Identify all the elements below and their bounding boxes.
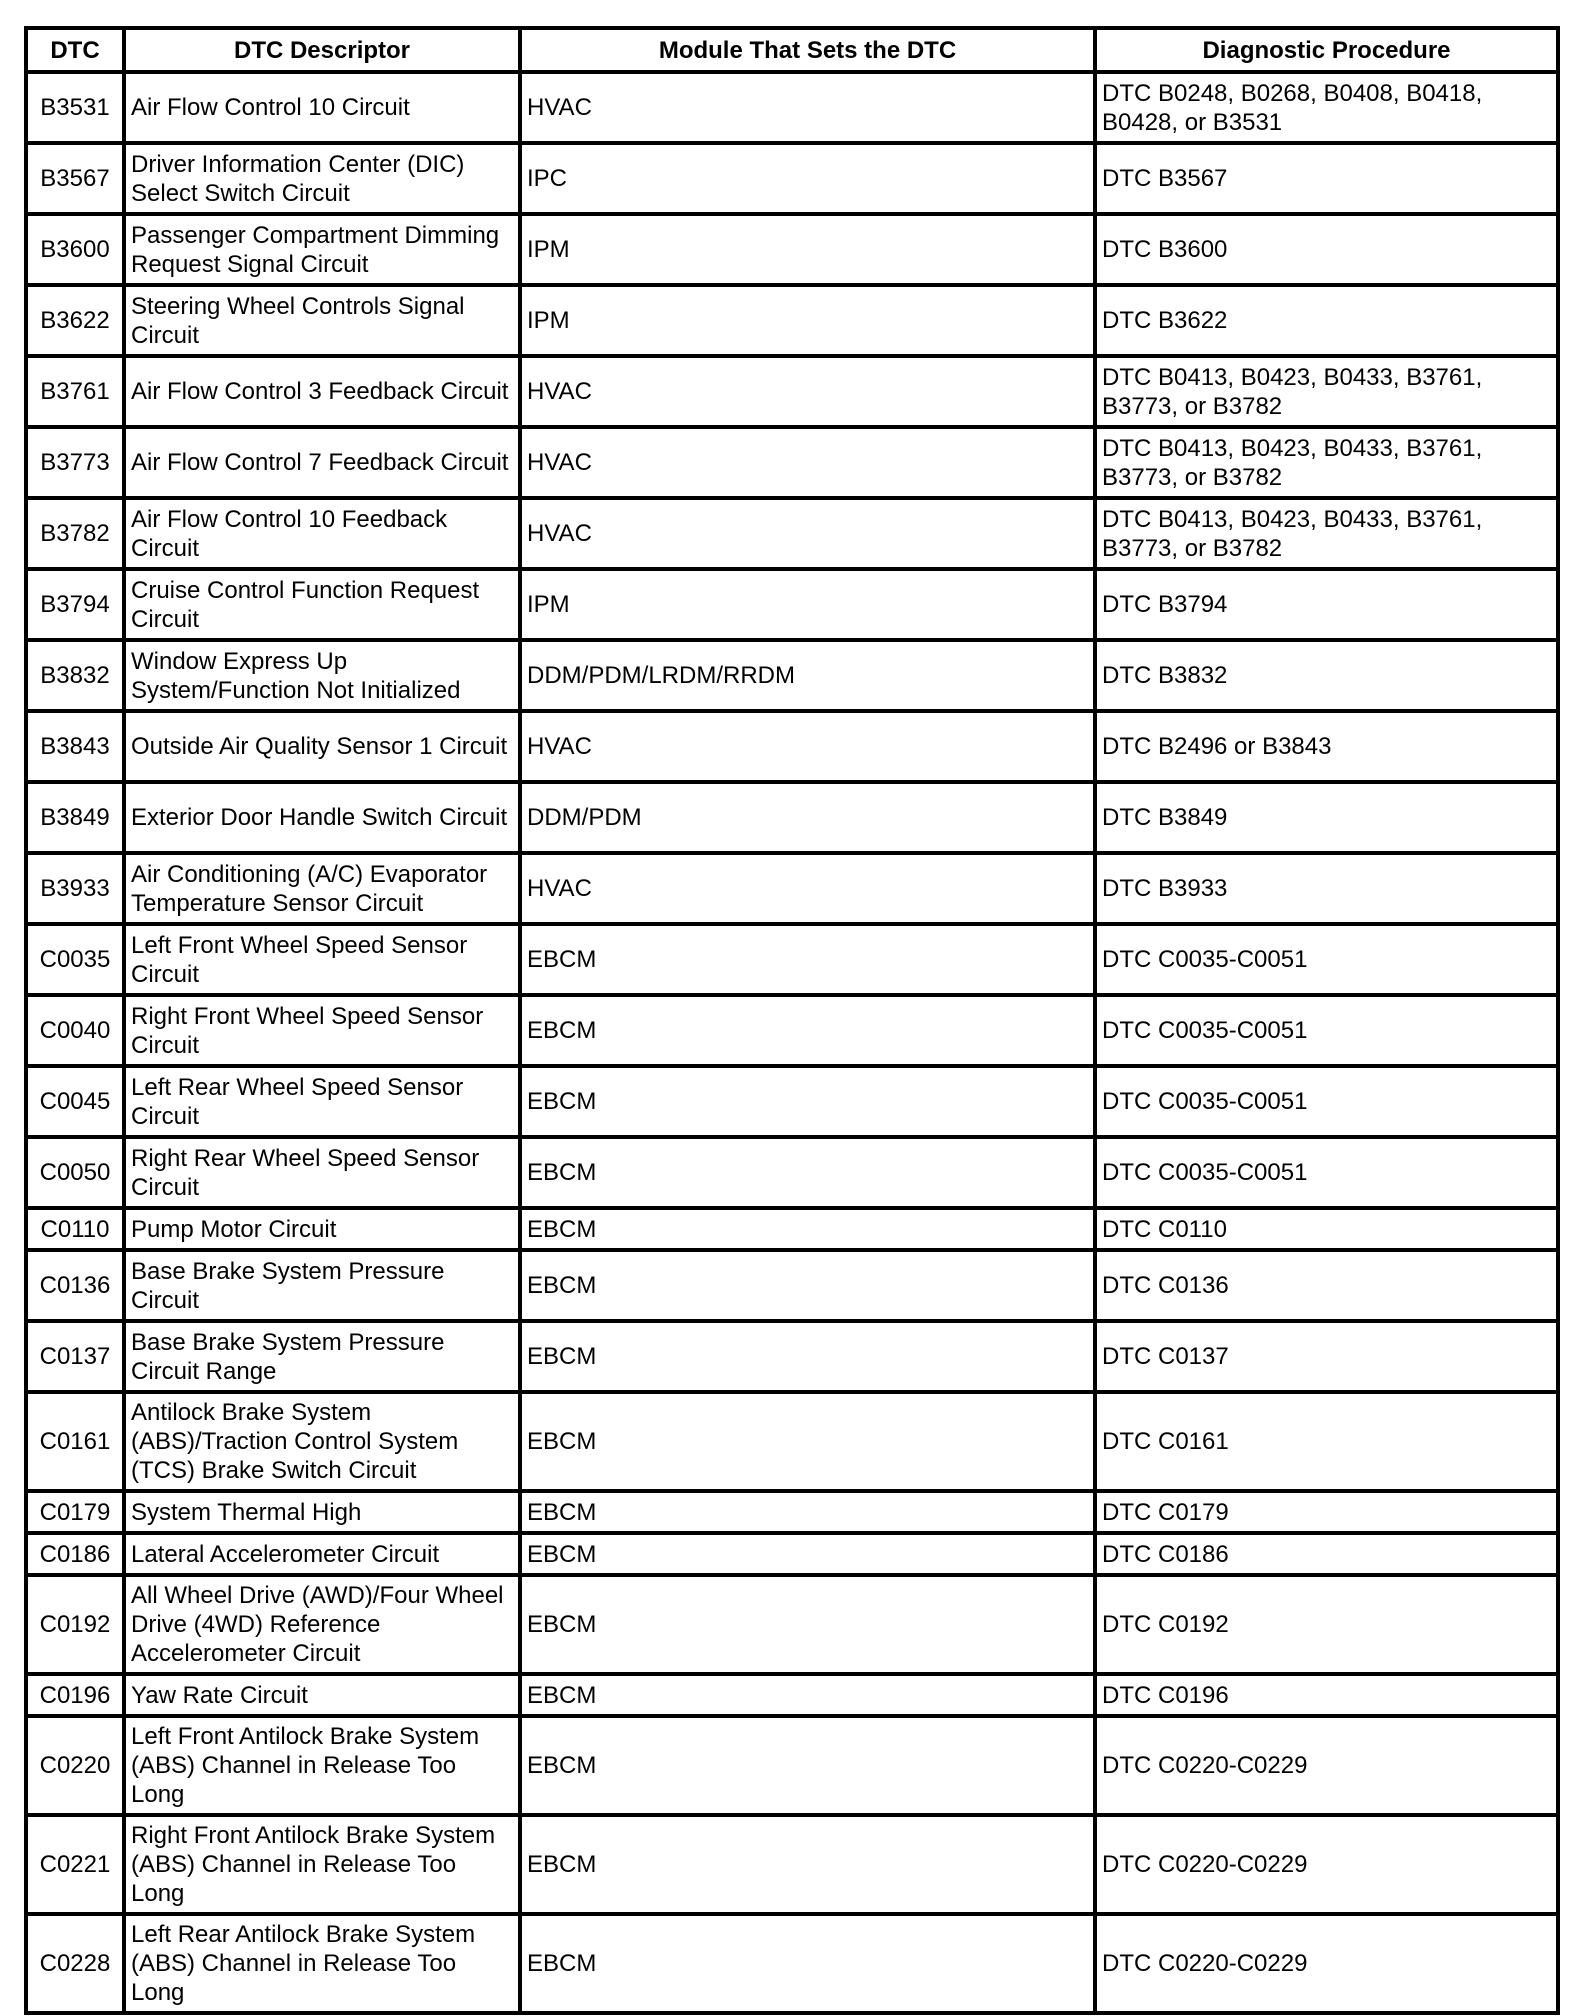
table-row [26, 1250, 1558, 1321]
diagnostic-procedure: DTC C0179 [1095, 1491, 1558, 1533]
diagnostic-procedure: DTC C0220-C0229 [1095, 1914, 1558, 2013]
module-name: EBCM [520, 1250, 1095, 1321]
diagnostic-procedure: DTC B2496 or B3843 [1095, 711, 1558, 782]
diagnostic-procedure: DTC B3567 [1095, 143, 1558, 214]
module-name: IPM [520, 569, 1095, 640]
dtc-descriptor: Lateral Accelerometer Circuit [124, 1533, 520, 1575]
table-row [26, 214, 1558, 285]
dtc-descriptor: Base Brake System Pressure Circuit [124, 1250, 520, 1321]
dtc-descriptor: Right Front Wheel Speed Sensor Circuit [124, 995, 520, 1066]
diagnostic-procedure: DTC C0035-C0051 [1095, 1066, 1558, 1137]
diagnostic-procedure: DTC C0035-C0051 [1095, 1137, 1558, 1208]
dtc-code: B3600 [26, 214, 124, 285]
module-name: EBCM [520, 1575, 1095, 1674]
dtc-code: B3567 [26, 143, 124, 214]
diagnostic-procedure: DTC B0413, B0423, B0433, B3761, B3773, or B3782 [1095, 427, 1558, 498]
dtc-descriptor: Right Rear Wheel Speed Sensor Circuit [124, 1137, 520, 1208]
diagnostic-procedure: DTC C0192 [1095, 1575, 1558, 1674]
module-name: IPM [520, 214, 1095, 285]
table-row [26, 1575, 1558, 1674]
table-row [26, 1815, 1558, 1914]
module-name: HVAC [520, 356, 1095, 427]
diagnostic-procedure: DTC B0413, B0423, B0433, B3761, B3773, or B3782 [1095, 498, 1558, 569]
diagnostic-procedure: DTC B0413, B0423, B0433, B3761, B3773, or B3782 [1095, 356, 1558, 427]
table-row [26, 640, 1558, 711]
dtc-descriptor: Air Flow Control 3 Feedback Circuit [124, 356, 520, 427]
module-name: EBCM [520, 1137, 1095, 1208]
dtc-descriptor: Air Flow Control 10 Circuit [124, 72, 520, 143]
module-name: EBCM [520, 1392, 1095, 1491]
dtc-code: B3832 [26, 640, 124, 711]
dtc-descriptor: Left Rear Wheel Speed Sensor Circuit [124, 1066, 520, 1137]
dtc-code: B3849 [26, 782, 124, 853]
diagnostic-procedure: DTC C0035-C0051 [1095, 995, 1558, 1066]
dtc-descriptor: Air Flow Control 10 Feedback Circuit [124, 498, 520, 569]
dtc-code: C0136 [26, 1250, 124, 1321]
module-name: EBCM [520, 1533, 1095, 1575]
table-row [26, 1392, 1558, 1491]
dtc-code: C0221 [26, 1815, 124, 1914]
diagnostic-procedure: DTC C0196 [1095, 1674, 1558, 1716]
diagnostic-procedure: DTC C0220-C0229 [1095, 1716, 1558, 1815]
diagnostic-procedure: DTC C0136 [1095, 1250, 1558, 1321]
module-name: IPM [520, 285, 1095, 356]
diagnostic-procedure: DTC B3849 [1095, 782, 1558, 853]
dtc-descriptor: Driver Information Center (DIC) Select Switch Circuit [124, 143, 520, 214]
header-procedure: Diagnostic Procedure [1095, 28, 1558, 72]
dtc-code: C0035 [26, 924, 124, 995]
dtc-descriptor: Outside Air Quality Sensor 1 Circuit [124, 711, 520, 782]
module-name: EBCM [520, 1066, 1095, 1137]
diagnostic-procedure: DTC C0110 [1095, 1208, 1558, 1250]
diagnostic-procedure: DTC C0220-C0229 [1095, 1815, 1558, 1914]
table-row [26, 285, 1558, 356]
table-row [26, 1066, 1558, 1137]
dtc-code: C0228 [26, 1914, 124, 2013]
table-row [26, 1533, 1558, 1575]
dtc-code: C0040 [26, 995, 124, 1066]
table-row [26, 1137, 1558, 1208]
dtc-code: B3782 [26, 498, 124, 569]
dtc-descriptor: Left Front Wheel Speed Sensor Circuit [124, 924, 520, 995]
dtc-code: B3761 [26, 356, 124, 427]
table-header [26, 28, 1558, 72]
module-name: HVAC [520, 427, 1095, 498]
module-name: EBCM [520, 1716, 1095, 1815]
module-name: HVAC [520, 498, 1095, 569]
table-row [26, 356, 1558, 427]
module-name: EBCM [520, 1914, 1095, 2013]
dtc-descriptor: System Thermal High [124, 1491, 520, 1533]
dtc-descriptor: Right Front Antilock Brake System (ABS) Channel in Release Too Long [124, 1815, 520, 1914]
module-name: HVAC [520, 853, 1095, 924]
module-name: EBCM [520, 1208, 1095, 1250]
dtc-code: C0110 [26, 1208, 124, 1250]
dtc-code: B3531 [26, 72, 124, 143]
module-name: EBCM [520, 1491, 1095, 1533]
dtc-descriptor: Steering Wheel Controls Signal Circuit [124, 285, 520, 356]
diagnostic-procedure: DTC B0248, B0268, B0408, B0418, B0428, or B3531 [1095, 72, 1558, 143]
dtc-descriptor: Passenger Compartment Dimming Request Signal Circuit [124, 214, 520, 285]
diagnostic-procedure: DTC B3933 [1095, 853, 1558, 924]
dtc-descriptor: Left Rear Antilock Brake System (ABS) Channel in Release Too Long [124, 1914, 520, 2013]
dtc-code: C0050 [26, 1137, 124, 1208]
table-row [26, 1674, 1558, 1716]
dtc-code: B3622 [26, 285, 124, 356]
diagnostic-procedure: DTC B3832 [1095, 640, 1558, 711]
dtc-table [24, 26, 1560, 2015]
dtc-descriptor: Antilock Brake System (ABS)/Traction Control System (TCS) Brake Switch Circuit [124, 1392, 520, 1491]
table-row [26, 1208, 1558, 1250]
diagnostic-procedure: DTC C0186 [1095, 1533, 1558, 1575]
table-row [26, 1914, 1558, 2013]
dtc-descriptor: Base Brake System Pressure Circuit Range [124, 1321, 520, 1392]
dtc-code: C0045 [26, 1066, 124, 1137]
table-row [26, 143, 1558, 214]
dtc-descriptor: Pump Motor Circuit [124, 1208, 520, 1250]
table-row [26, 1716, 1558, 1815]
dtc-code: C0161 [26, 1392, 124, 1491]
dtc-code: C0179 [26, 1491, 124, 1533]
table-row [26, 72, 1558, 143]
dtc-descriptor: Cruise Control Function Request Circuit [124, 569, 520, 640]
table-row [26, 498, 1558, 569]
dtc-descriptor: Window Express Up System/Function Not Initialized [124, 640, 520, 711]
table-body [26, 72, 1558, 2013]
module-name: HVAC [520, 72, 1095, 143]
diagnostic-procedure: DTC C0035-C0051 [1095, 924, 1558, 995]
module-name: EBCM [520, 924, 1095, 995]
dtc-descriptor: Left Front Antilock Brake System (ABS) Channel in Release Too Long [124, 1716, 520, 1815]
dtc-code: B3843 [26, 711, 124, 782]
header-dtc: DTC [26, 28, 124, 72]
table-row [26, 853, 1558, 924]
dtc-code: B3773 [26, 427, 124, 498]
table-row [26, 569, 1558, 640]
diagnostic-procedure: DTC C0137 [1095, 1321, 1558, 1392]
dtc-descriptor: Yaw Rate Circuit [124, 1674, 520, 1716]
table-row [26, 924, 1558, 995]
module-name: EBCM [520, 1815, 1095, 1914]
dtc-code: C0220 [26, 1716, 124, 1815]
dtc-code: C0186 [26, 1533, 124, 1575]
module-name: HVAC [520, 711, 1095, 782]
dtc-code: B3933 [26, 853, 124, 924]
diagnostic-procedure: DTC B3622 [1095, 285, 1558, 356]
table-row [26, 1491, 1558, 1533]
dtc-code: C0137 [26, 1321, 124, 1392]
module-name: EBCM [520, 1321, 1095, 1392]
diagnostic-procedure: DTC B3600 [1095, 214, 1558, 285]
dtc-code: C0196 [26, 1674, 124, 1716]
dtc-descriptor: All Wheel Drive (AWD)/Four Wheel Drive (4WD) Reference Accelerometer Circuit [124, 1575, 520, 1674]
header-module: Module That Sets the DTC [520, 28, 1095, 72]
diagnostic-procedure: DTC C0161 [1095, 1392, 1558, 1491]
dtc-code: B3794 [26, 569, 124, 640]
table-row [26, 995, 1558, 1066]
dtc-descriptor: Air Flow Control 7 Feedback Circuit [124, 427, 520, 498]
module-name: DDM/PDM [520, 782, 1095, 853]
dtc-code: C0192 [26, 1575, 124, 1674]
table-row [26, 711, 1558, 782]
table-row [26, 1321, 1558, 1392]
module-name: EBCM [520, 1674, 1095, 1716]
header-descriptor: DTC Descriptor [124, 28, 520, 72]
dtc-descriptor: Air Conditioning (A/C) Evaporator Temperature Sensor Circuit [124, 853, 520, 924]
header-row [26, 28, 1558, 72]
module-name: EBCM [520, 995, 1095, 1066]
table-row [26, 427, 1558, 498]
module-name: IPC [520, 143, 1095, 214]
diagnostic-procedure: DTC B3794 [1095, 569, 1558, 640]
dtc-descriptor: Exterior Door Handle Switch Circuit [124, 782, 520, 853]
module-name: DDM/PDM/LRDM/RRDM [520, 640, 1095, 711]
table-row [26, 782, 1558, 853]
